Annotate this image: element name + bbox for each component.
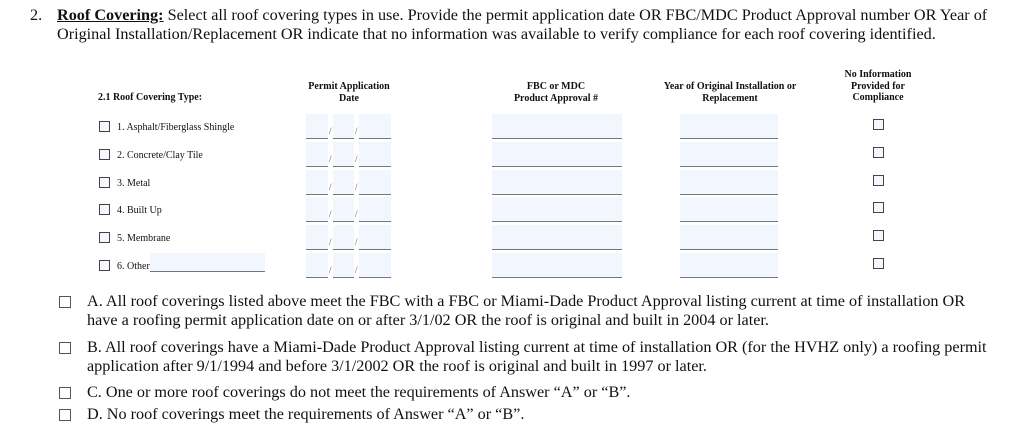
permit-month-input[interactable] — [306, 225, 328, 250]
header-text: Permit Application — [308, 81, 390, 92]
roof-type-checkbox[interactable] — [99, 232, 110, 243]
date-separator: / — [355, 182, 358, 192]
roof-covering-row — [0, 223, 1024, 251]
no-information-checkbox[interactable] — [873, 119, 884, 130]
answer-checkbox[interactable] — [59, 342, 71, 354]
header-fbc-approval — [490, 81, 622, 104]
roof-type-label: 6. Other — [117, 261, 150, 272]
permit-day-input[interactable] — [333, 114, 354, 139]
permit-month-input[interactable] — [306, 114, 328, 139]
roof-covering-row — [0, 112, 1024, 140]
header-text: Date — [339, 92, 359, 104]
year-installed-input[interactable] — [680, 170, 778, 195]
product-approval-input[interactable] — [492, 197, 622, 222]
product-approval-input[interactable] — [492, 253, 622, 278]
header-permit-date — [290, 81, 408, 104]
product-approval-input[interactable] — [492, 114, 622, 139]
product-approval-input[interactable] — [492, 225, 622, 250]
question-title: Roof Covering: — [57, 6, 164, 24]
date-separator: / — [329, 126, 332, 136]
permit-year-input[interactable] — [359, 225, 391, 250]
permit-day-input[interactable] — [333, 225, 354, 250]
roof-type-label: 1. Asphalt/Fiberglass Shingle — [117, 122, 235, 133]
header-text: Provided for — [851, 80, 905, 92]
roof-type-checkbox[interactable] — [99, 121, 110, 132]
header-text: Compliance — [852, 92, 904, 103]
permit-year-input[interactable] — [359, 170, 391, 195]
answer-text: A. All roof coverings listed above meet the FBC with a FBC or Miami-Dade Product Approval listing current at time of installation OR have a roofing permit application date on or after 3/1/02 OR the roof is original and built in 2004 or later. — [87, 292, 966, 329]
year-installed-input[interactable] — [680, 114, 778, 139]
permit-year-input[interactable] — [359, 253, 391, 278]
header-text: FBC or MDC — [526, 81, 586, 92]
header-text: Year of Original Installation or — [663, 81, 797, 92]
year-installed-input[interactable] — [680, 225, 778, 250]
roof-type-checkbox[interactable] — [99, 260, 110, 271]
answer-text: C. One or more roof coverings do not meet the requirements of Answer “A” or “B”. — [87, 383, 631, 401]
header-text: Product Approval # — [513, 92, 599, 104]
permit-month-input[interactable] — [306, 170, 328, 195]
permit-month-input[interactable] — [306, 142, 328, 167]
date-separator: / — [329, 237, 332, 247]
permit-year-input[interactable] — [359, 142, 391, 167]
answer-checkbox[interactable] — [59, 387, 71, 399]
answer-text: B. All roof coverings have a Miami-Dade Product Approval listing current at time of installation OR (for the HVHZ only) a roofing permit application after 9/1/1994 and before 3/1/2002 OR the roof is original and built in 1997 or later. — [87, 338, 987, 375]
product-approval-input[interactable] — [492, 170, 622, 195]
answer-checkbox[interactable] — [59, 296, 71, 308]
header-roof-covering-type: 2.1 Roof Covering Type: — [97, 92, 203, 103]
year-installed-input[interactable] — [680, 142, 778, 167]
permit-month-input[interactable] — [306, 197, 328, 222]
roof-type-checkbox[interactable] — [99, 204, 110, 215]
roof-covering-row — [0, 251, 1024, 279]
other-description-input[interactable] — [150, 253, 265, 272]
permit-year-input[interactable] — [359, 114, 391, 139]
permit-day-input[interactable] — [333, 170, 354, 195]
date-separator: / — [329, 265, 332, 275]
no-information-checkbox[interactable] — [873, 147, 884, 158]
permit-day-input[interactable] — [333, 253, 354, 278]
roof-covering-row — [0, 195, 1024, 223]
permit-year-input[interactable] — [359, 197, 391, 222]
roof-type-label: 4. Built Up — [117, 205, 162, 216]
date-separator: / — [355, 126, 358, 136]
date-separator: / — [355, 237, 358, 247]
permit-day-input[interactable] — [333, 142, 354, 167]
product-approval-input[interactable] — [492, 142, 622, 167]
date-separator: / — [355, 209, 358, 219]
no-information-checkbox[interactable] — [873, 202, 884, 213]
date-separator: / — [329, 182, 332, 192]
roof-type-checkbox[interactable] — [99, 149, 110, 160]
permit-month-input[interactable] — [306, 253, 328, 278]
year-installed-input[interactable] — [680, 197, 778, 222]
no-information-checkbox[interactable] — [873, 230, 884, 241]
roof-type-label: 3. Metal — [117, 178, 151, 189]
roof-covering-row — [0, 140, 1024, 168]
roof-covering-row — [0, 168, 1024, 196]
question-text: Select all roof covering types in use. Provide the permit application date OR FBC/MDC Product Approval number OR Year of Original Installation/Replacement OR indicate that no information was available to verify compliance for each roof covering identified. — [57, 6, 988, 43]
header-text: Replacement — [702, 92, 758, 104]
header-text: No Information — [844, 69, 912, 80]
roof-type-label: 5. Membrane — [117, 233, 171, 244]
question-2 — [30, 6, 990, 44]
date-separator: / — [329, 209, 332, 219]
header-year-installed — [655, 81, 805, 104]
roof-type-checkbox[interactable] — [99, 177, 110, 188]
date-separator: / — [329, 154, 332, 164]
answer-text: D. No roof coverings meet the requirements of Answer “A” or “B”. — [87, 405, 525, 423]
date-separator: / — [355, 154, 358, 164]
answer-checkbox[interactable] — [59, 409, 71, 421]
date-separator: / — [355, 265, 358, 275]
year-installed-input[interactable] — [680, 253, 778, 278]
no-information-checkbox[interactable] — [873, 258, 884, 269]
no-information-checkbox[interactable] — [873, 175, 884, 186]
roof-type-label: 2. Concrete/Clay Tile — [117, 150, 203, 161]
question-number: 2. — [30, 6, 43, 24]
header-no-information — [828, 69, 928, 104]
permit-day-input[interactable] — [333, 197, 354, 222]
